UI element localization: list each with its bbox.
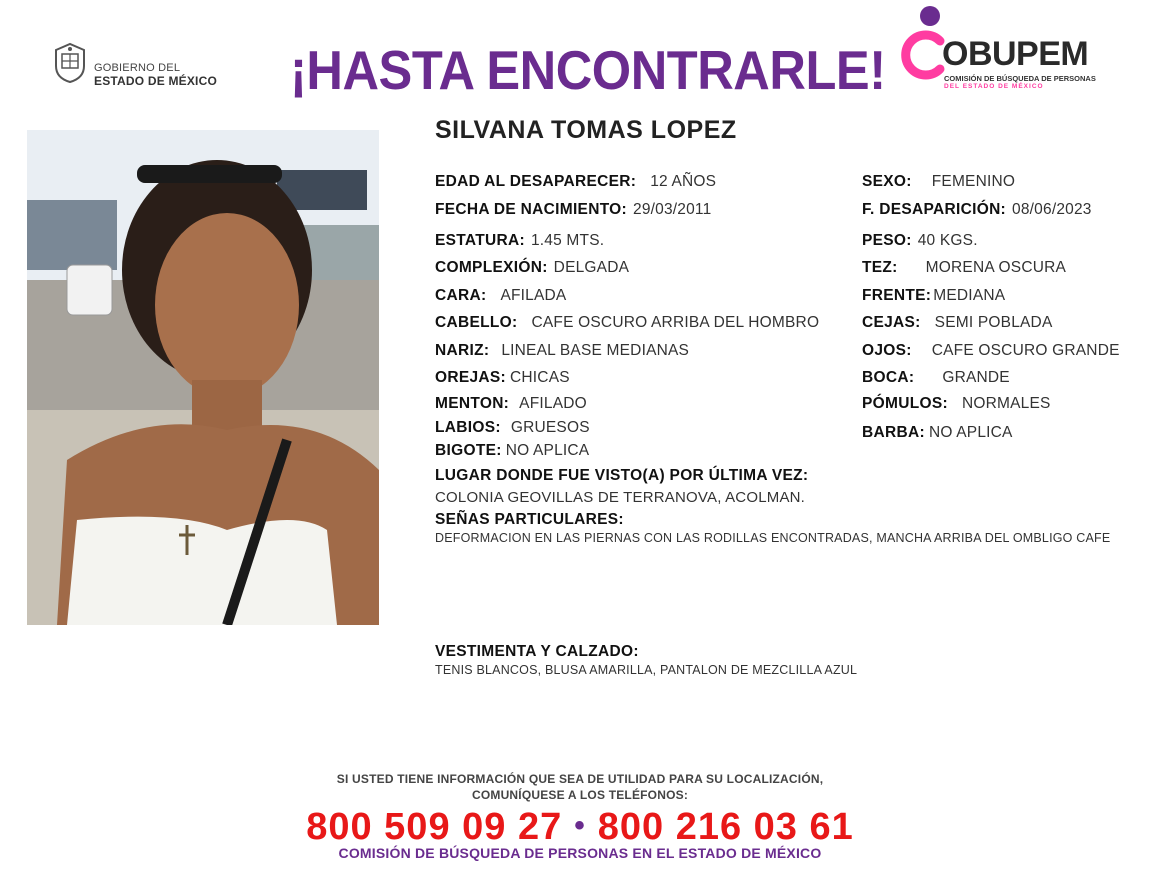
field-value: 08/06/2023 xyxy=(1012,201,1092,218)
marks-label: SEÑAS PARTICULARES: xyxy=(435,511,624,528)
field-value: LINEAL BASE MEDIANAS xyxy=(501,342,690,359)
field-label: CABELLO: xyxy=(435,314,518,331)
logo-subtitle: COMISIÓN DE BÚSQUEDA DE PERSONAS xyxy=(944,74,1096,83)
footer-info-line-1: SI USTED TIENE INFORMACIÓN QUE SEA DE UTILIDAD PARA SU LOCALIZACIÓN, xyxy=(336,772,824,786)
person-name: SILVANA TOMAS LOPEZ xyxy=(435,116,737,144)
field-value: GRANDE xyxy=(942,369,1010,386)
cobupem-logo xyxy=(898,6,1098,96)
clothing-value: TENIS BLANCOS, BLUSA AMARILLA, PANTALON DE MEZCLILLA AZUL xyxy=(435,663,858,677)
footer-info xyxy=(0,771,1160,803)
field-value: AFILADA xyxy=(500,287,567,304)
person-photo xyxy=(27,130,379,625)
field-sex xyxy=(862,172,1015,192)
field-label: NARIZ: xyxy=(435,342,490,359)
phone-numbers xyxy=(0,803,1160,850)
clothing-label: VESTIMENTA Y CALZADO: xyxy=(435,643,639,660)
field-label: CARA: xyxy=(435,287,487,304)
field-mustache xyxy=(435,441,589,461)
headline: ¡HASTA ENCONTRARLE! xyxy=(290,39,886,101)
field-cheekbones xyxy=(862,394,1051,414)
field-value: CAFE OSCURO GRANDE xyxy=(931,342,1120,359)
field-value: 1.45 MTS. xyxy=(530,232,605,249)
field-label: BIGOTE: xyxy=(435,442,502,459)
field-beard xyxy=(862,423,1013,443)
field-label: CEJAS: xyxy=(862,314,921,331)
field-label: FRENTE: xyxy=(862,287,932,304)
field-face xyxy=(435,286,566,306)
gov-line-1: GOBIERNO DEL xyxy=(94,62,181,74)
field-label: PESO: xyxy=(862,232,912,249)
field-value: SEMI POBLADA xyxy=(934,314,1053,331)
field-label: OJOS: xyxy=(862,342,912,359)
field-label: ESTATURA: xyxy=(435,232,525,249)
field-value: NO APLICA xyxy=(505,442,590,459)
field-value: 12 AÑOS xyxy=(650,173,717,190)
field-value: AFILADO xyxy=(519,395,587,412)
phone-2[interactable]: 800 216 03 61 xyxy=(597,806,854,848)
field-hair xyxy=(435,313,819,333)
field-lips xyxy=(435,418,590,438)
field-age xyxy=(435,172,716,192)
field-value: FEMENINO xyxy=(931,173,1016,190)
marks-value: DEFORMACION EN LAS PIERNAS CON LAS RODILLAS ENCONTRADAS, MANCHA ARRIBA DEL OMBLIGO CAFE xyxy=(435,531,1111,545)
field-value: NORMALES xyxy=(961,395,1051,412)
field-chin xyxy=(435,394,587,414)
field-build xyxy=(435,258,629,278)
separator-dot: • xyxy=(574,809,586,842)
field-value: MEDIANA xyxy=(933,287,1006,304)
field-disappearance-date xyxy=(862,200,1092,220)
phone-1[interactable]: 800 509 09 27 xyxy=(306,806,563,848)
field-weight xyxy=(862,231,978,251)
field-nose xyxy=(435,341,689,361)
footer-commission: COMISIÓN DE BÚSQUEDA DE PERSONAS EN EL ESTADO DE MÉXICO xyxy=(338,845,822,861)
field-value: MORENA OSCURA xyxy=(925,259,1067,276)
field-value: 40 KGS. xyxy=(917,232,978,249)
field-label: MENTON: xyxy=(435,395,510,412)
footer-info-line-2: COMUNÍQUESE A LOS TELÉFONOS: xyxy=(471,788,689,802)
field-value: DELGADA xyxy=(553,259,630,276)
state-seal-icon xyxy=(52,42,88,84)
field-forehead xyxy=(862,286,1005,306)
logo-c-icon xyxy=(900,29,948,81)
field-label: OREJAS: xyxy=(435,369,507,386)
gov-line-2: ESTADO DE MÉXICO xyxy=(94,74,217,88)
field-label: SEXO: xyxy=(862,173,912,190)
field-value: 29/03/2011 xyxy=(633,201,712,218)
field-complexion xyxy=(862,258,1066,278)
field-value: GRUESOS xyxy=(510,419,590,436)
field-label: BOCA: xyxy=(862,369,915,386)
field-label: LABIOS: xyxy=(435,419,501,436)
logo-dot xyxy=(920,6,940,26)
field-label: F. DESAPARICIÓN: xyxy=(862,201,1007,218)
field-eyebrows xyxy=(862,313,1052,333)
field-height xyxy=(435,231,604,251)
field-label: FECHA DE NACIMIENTO: xyxy=(435,201,627,218)
field-label: BARBA: xyxy=(862,424,925,441)
logo-subtitle-2: DEL ESTADO DE MÉXICO xyxy=(944,83,1044,90)
field-eyes xyxy=(862,341,1120,361)
field-value: CAFE OSCURO ARRIBA DEL HOMBRO xyxy=(531,314,820,331)
last-seen-value: COLONIA GEOVILLAS DE TERRANOVA, ACOLMAN. xyxy=(435,489,806,506)
field-mouth xyxy=(862,368,1010,388)
last-seen-label: LUGAR DONDE FUE VISTO(A) POR ÚLTIMA VEZ: xyxy=(435,467,809,484)
field-birthdate xyxy=(435,200,711,220)
field-ears xyxy=(435,368,570,388)
field-label: PÓMULOS: xyxy=(862,395,948,412)
field-value: CHICAS xyxy=(510,369,570,386)
government-logo xyxy=(52,42,227,90)
field-value: NO APLICA xyxy=(928,424,1013,441)
logo-word: OBUPEM xyxy=(942,35,1089,73)
field-label: COMPLEXIÓN: xyxy=(435,259,548,276)
field-label: EDAD AL DESAPARECER: xyxy=(435,173,637,190)
field-label: TEZ: xyxy=(862,259,898,276)
